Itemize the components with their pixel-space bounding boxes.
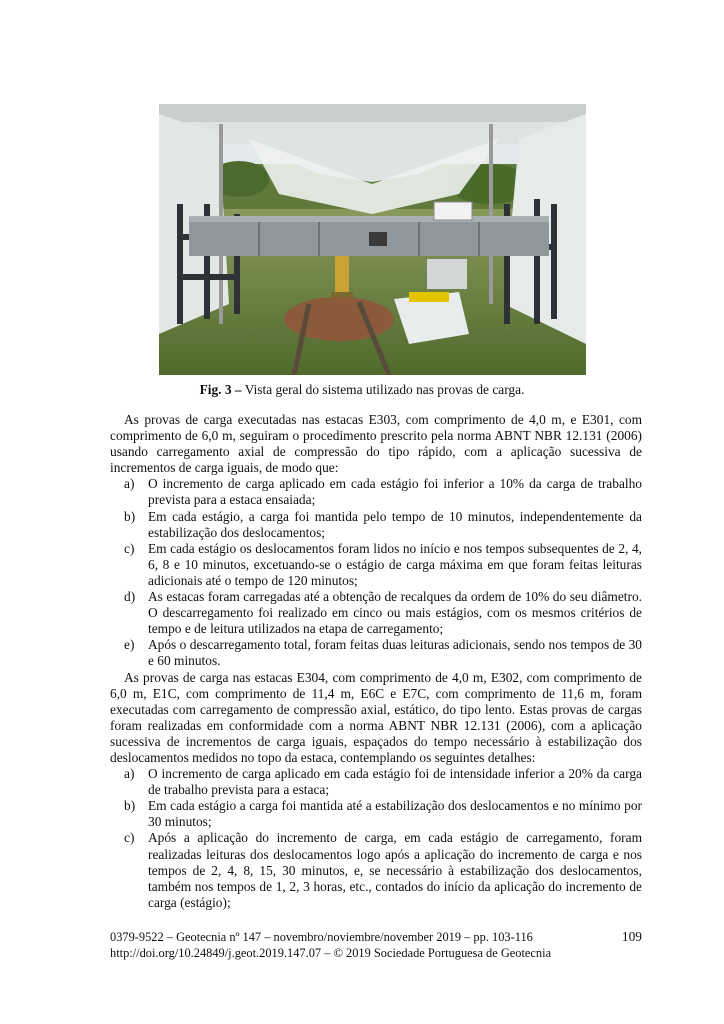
list-item-text: Após a aplicação do incremento de carga, em cada estágio de carregamento, foram realizadas leituras dos deslocamentos logo após a aplicação do incremento de carga e nos tempos de 2, 4, 8, 15, 30 minutos, e, se necessário à estabilização dos deslocamentos, também nos tempos de 1, 2, 3 horas, etc., contados do início da aplicação do incremento de carga (estágio); — [148, 830, 642, 910]
list-marker: b) — [124, 798, 136, 814]
list-marker: b) — [124, 508, 136, 524]
list-item-text: O incremento de carga aplicado em cada estágio foi de intensidade inferior a 20% da carga de trabalho prevista para a estaca; — [148, 766, 642, 798]
list-procedure-slow — [110, 766, 642, 911]
list-marker: a) — [124, 766, 135, 782]
journal-citation: 0379-9522 – Geotecnia nº 147 – novembro/noviembre/november 2019 – pp. 103-116 — [110, 930, 533, 944]
list-item-text: Em cada estágio a carga foi mantida até a estabilização dos deslocamentos e no mínimo por 30 minutos; — [148, 798, 642, 830]
load-test-photo — [159, 104, 586, 375]
figure-caption — [0, 382, 724, 398]
list-item-text: Em cada estágio os deslocamentos foram lidos no início e nos tempos subsequentes de 2, 4, 6, 8 e 10 minutos, excetuando-se o estágio de carga máxima em que foram feitas leituras adicionais até o tempo de 120 minutos; — [148, 540, 642, 588]
list-item-text: Em cada estágio, a carga foi mantida pelo tempo de 10 minutos, independentemente da estabilização dos deslocamentos; — [148, 508, 642, 540]
figure-caption-text: Vista geral do sistema utilizado nas provas de carga. — [244, 382, 525, 397]
list-marker: c) — [124, 540, 135, 556]
list-item — [110, 798, 642, 830]
list-marker: a) — [124, 476, 135, 492]
list-marker: e) — [124, 637, 135, 653]
list-item — [110, 766, 642, 798]
list-item-text: As estacas foram carregadas até a obtenção de recalques da ordem de 10% do seu diâmetro. O descarregamento foi realizado em cinco ou mais estágios, com os mesmos critérios de tempo e de leitura utilizados na etapa de carregamento; — [148, 589, 642, 637]
paragraph: As provas de carga nas estacas E304, com comprimento de 4,0 m, E302, com comprimento de 6,0 m, E1C, com comprimento de 11,4 m, E6C e E7C, com comprimento de 11,6 m, foram executadas com carregamento de compressão axial, estático, do tipo lento. Estas provas de cargas foram realizadas em conformidade com a norma ABNT NBR 12.131 (2006), com a aplicação sucessiva de incrementos de carga iguais, espaçados do tempo necessário à estabilização dos deslocamentos medidos no topo da estaca, contemplando os seguintes detalhes: — [110, 669, 642, 765]
list-item-text: Após o descarregamento total, foram feitas duas leituras adicionais, sendo nos tempos de 30 e 60 minutos. — [148, 637, 642, 669]
list-marker: c) — [124, 830, 135, 846]
page-footer — [110, 929, 642, 961]
figure-label: Fig. 3 – — [199, 382, 242, 397]
doi-link[interactable]: http://doi.org/10.24849/j.geot.2019.147.07 – © 2019 Sociedade Portuguesa de Geotecnia — [110, 946, 552, 960]
paragraph: As provas de carga executadas nas estacas E303, com comprimento de 4,0 m, e E301, com comprimento de 6,0 m, seguiram o procedimento prescrito pela norma ABNT NBR 12.131 (2006) usando carregamento axial de compressão do tipo rápido, com a aplicação sucessiva de incrementos de carga iguais, de modo que: — [110, 412, 642, 476]
list-item — [110, 830, 642, 910]
list-item — [110, 637, 642, 669]
list-marker: d) — [124, 589, 136, 605]
figure-photo — [159, 104, 586, 375]
list-item — [110, 476, 642, 508]
page-number: 109 — [621, 929, 642, 944]
body-text — [110, 412, 642, 911]
list-procedure-rapid — [110, 476, 642, 669]
list-item-text: O incremento de carga aplicado em cada estágio foi inferior a 10% da carga de trabalho prevista para a estaca ensaiada; — [148, 476, 642, 508]
list-item — [110, 589, 642, 637]
list-item — [110, 509, 642, 541]
list-item — [110, 541, 642, 589]
